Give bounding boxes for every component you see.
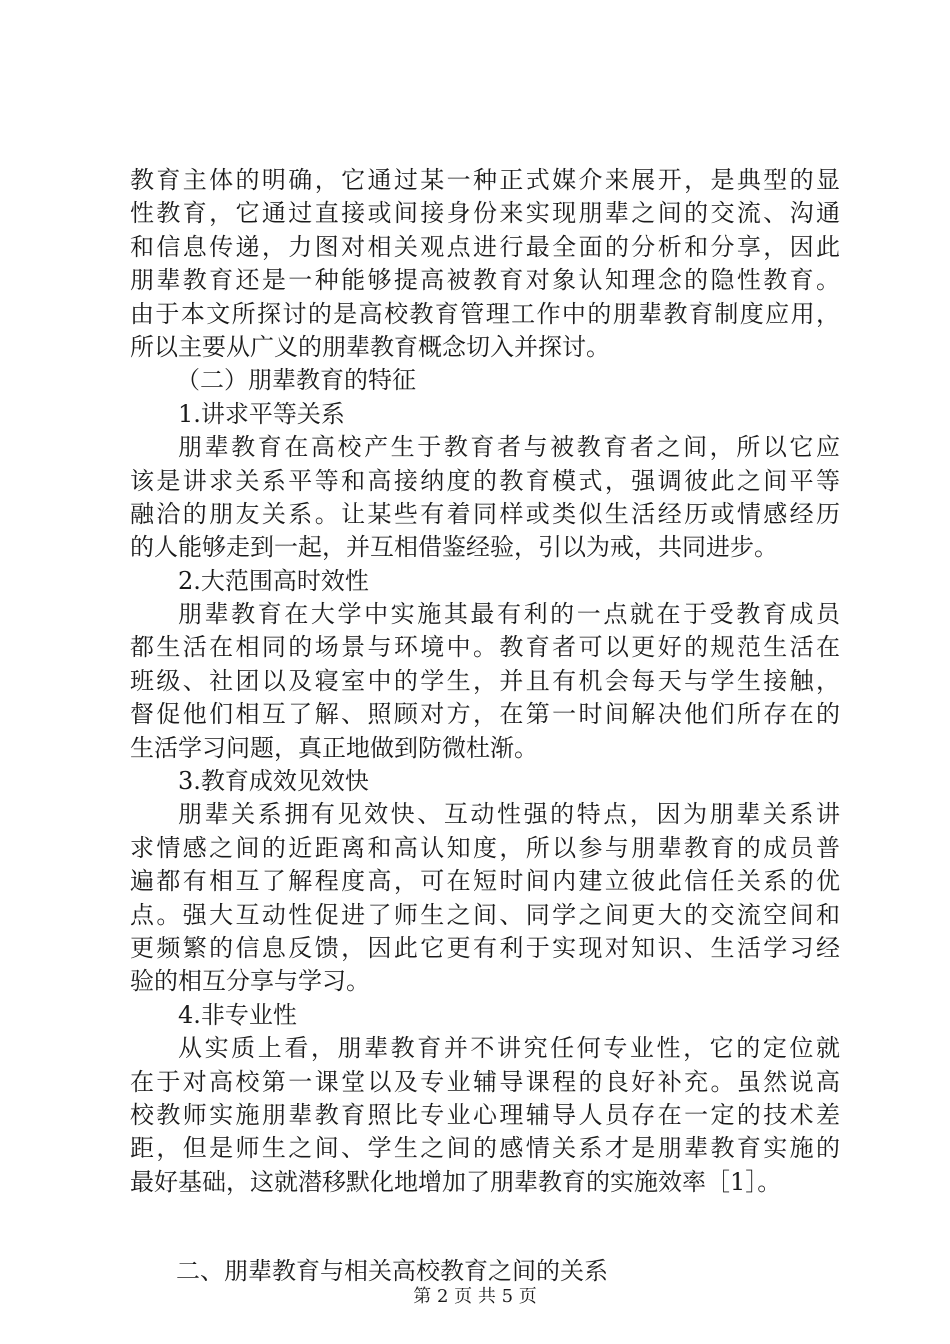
text-line: 求情感之间的近距离和高认知度，所以参与朋辈教育的成员普: [130, 833, 840, 862]
point-heading-2: 2.大范围高时效性: [178, 566, 369, 595]
text-line: 从实质上看，朋辈教育并不讲究任何专业性，它的定位就: [178, 1034, 840, 1063]
text-line: 朋辈关系拥有见效快、互动性强的特点，因为朋辈关系讲: [178, 800, 840, 829]
text-line: 点。强大互动性促进了师生之间、同学之间更大的交流空间和: [130, 900, 840, 929]
paragraph-timeliness: [130, 598, 840, 765]
text-line: 所以主要从广义的朋辈教育概念切入并探讨。: [130, 332, 610, 361]
paragraph-non-professional: [130, 1032, 840, 1199]
text-line: 由于本文所探讨的是高校教育管理工作中的朋辈教育制度应用，: [130, 299, 840, 328]
text-line: 融洽的朋友关系。让某些有着同样或类似生活经历或情感经历: [130, 499, 840, 528]
text-line: 遍都有相互了解程度高，可在短时间内建立彼此信任关系的优: [130, 867, 840, 896]
page-footer: 第 2 页 共 5 页: [413, 1286, 537, 1307]
section-spacer: [130, 1199, 840, 1255]
section-heading: 二、朋辈教育与相关高校教育之间的关系: [176, 1257, 608, 1286]
document-body: [130, 164, 840, 1289]
text-line: 距，但是师生之间、学生之间的感情关系才是朋辈教育实施的: [130, 1134, 840, 1163]
text-line: 教育主体的明确，它通过某一种正式媒介来展开，是典型的显: [130, 166, 840, 194]
text-line: 的人能够走到一起，并互相借鉴经验，引以为戒，共同进步。: [130, 533, 778, 562]
subsection-heading: （二）朋辈教育的特征: [176, 366, 416, 395]
text-line: 性教育，它通过直接或间接身份来实现朋辈之间的交流、沟通: [130, 199, 840, 228]
text-line: 该是讲求关系平等和高接纳度的教育模式，强调彼此之间平等: [130, 466, 840, 495]
text-line: 督促他们相互了解、照顾对方，在第一时间解决他们所存在的: [130, 700, 840, 729]
text-line: 最好基础，这就潜移默化地增加了朋辈教育的实施效率［1］。: [130, 1167, 782, 1196]
paragraph-equality: [130, 431, 840, 565]
point-heading-3: 3.教育成效见效快: [178, 767, 369, 796]
text-line: 班级、社团以及寝室中的学生，并且有机会每天与学生接触，: [130, 666, 840, 695]
paragraph-definition: [130, 164, 840, 364]
text-line: 朋辈教育还是一种能够提高被教育对象认知理念的隐性教育。: [130, 266, 840, 295]
text-line: 验的相互分享与学习。: [130, 967, 370, 996]
text-line: 在于对高校第一课堂以及专业辅导课程的良好补充。虽然说高: [130, 1067, 840, 1096]
point-heading-1: 1.讲求平等关系: [178, 399, 345, 428]
text-line: 更频繁的信息反馈，因此它更有利于实现对知识、生活学习经: [130, 933, 840, 962]
text-line: 和信息传递，力图对相关观点进行最全面的分析和分享，因此: [130, 232, 840, 261]
text-line: 朋辈教育在大学中实施其最有利的一点就在于受教育成员: [178, 600, 840, 629]
text-line: 都生活在相同的场景与环境中。教育者可以更好的规范生活在: [130, 633, 840, 662]
text-line: 生活学习问题，真正地做到防微杜渐。: [130, 733, 538, 762]
point-heading-4: 4.非专业性: [178, 1000, 297, 1029]
paragraph-effectiveness: [130, 798, 840, 998]
text-line: 校教师实施朋辈教育照比专业心理辅导人员存在一定的技术差: [130, 1100, 840, 1129]
text-line: 朋辈教育在高校产生于教育者与被教育者之间，所以它应: [178, 433, 840, 462]
